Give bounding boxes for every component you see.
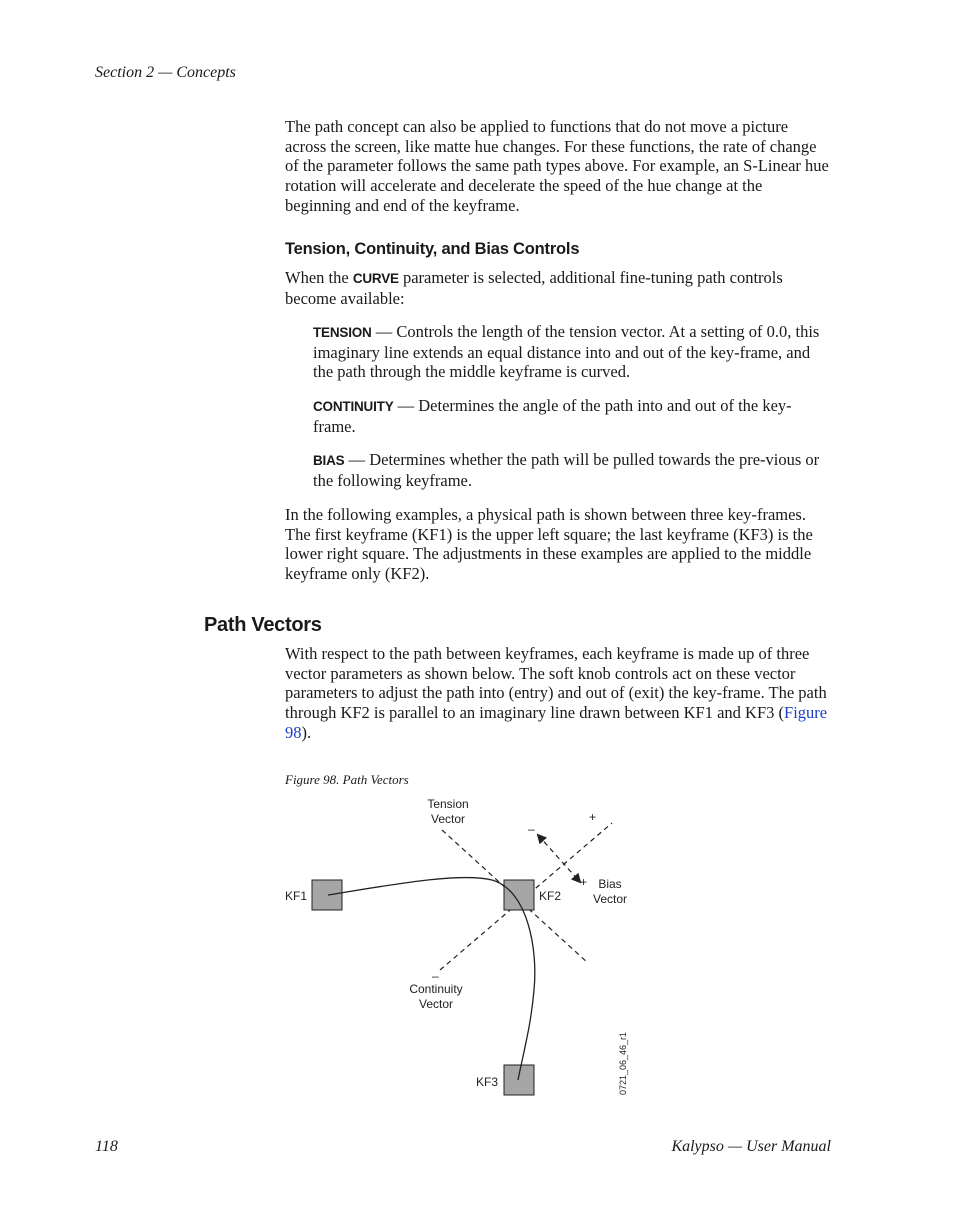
bias-keyword: BIAS [313,453,345,468]
figure-caption: Figure 98. Path Vectors [285,772,409,787]
tension-description: — Controls the length of the tension vector. At a setting of 0.0, this imaginary line extends an equal distance into and out of the key-frame, and the path through the middle keyframe is curved. [313,322,820,382]
path-vectors-heading: Path Vectors [204,614,322,636]
examples-paragraph: In the following examples, a physical path is shown between three key-frames. The first keyframe (KF1) is the upper left square; the last keyframe (KF3) is the lower right square. The adjustments in these examples are applied to the middle keyframe only (KF2). [285,505,813,584]
minus-continuity-sign: – [432,969,439,983]
intro-paragraph: The path concept can also be applied to functions that do not move a picture across the screen, like matte hue changes. For these functions, the rate of change of the parameter follows the same path types above. For example, an S-Linear hue rotation will accelerate and decelerate the speed of the hue change at the beginning and end of the keyframe. [285,117,829,215]
minus-top-sign: – [528,822,535,836]
path-vectors-paragraph [285,644,830,743]
tcb-heading: Tension, Continuity, and Bias Controls [285,240,580,258]
kf1-label: KF1 [285,889,308,903]
tension-item [313,322,833,382]
continuity-description: — Determines the angle of the path into and out of the key-frame. [313,396,792,436]
bias-label-line2: Vector [592,892,628,906]
plus-bias-sign: + [580,875,588,889]
curve-keyword: CURVE [352,271,399,286]
tension-label-line2: Vector [430,812,466,826]
bias-item [313,450,833,490]
plus-top-sign: + [589,810,597,824]
kf3-label: KF3 [476,1075,499,1089]
bias-vector-arrow [538,835,580,882]
lead-text-before: When the [285,268,353,287]
path-vectors-text-after: ). [301,722,312,742]
bias-description: — Determines whether the path will be pulled towards the pre-vious or the following keyframe. [313,450,820,490]
page-number: 118 [95,1138,118,1155]
kf1-square [312,880,342,910]
continuity-keyword: CONTINUITY [313,399,394,414]
tension-keyword: TENSION [313,325,372,340]
path-vectors-diagram [270,790,670,1110]
bias-label-line1: Bias [598,877,622,891]
tension-label-line1: Tension [427,797,469,811]
continuity-label-line1: Continuity [409,982,463,996]
path-vectors-text-before: With respect to the path between keyframes, each keyframe is made up of three vector parameters as shown below. The soft knob controls act on these vector parameters to adjust the path into (entry) and out of (exit) the key-frame. The path through KF2 is parallel to an imaginary line drawn between KF1 and KF3 ( [285,644,827,723]
figure-id-label: 0721_06_46_r1 [618,1031,628,1095]
running-header: Section 2 — Concepts [95,64,236,81]
lead-text-after: parameter is selected, additional fine-tuning path controls become available: [285,268,783,308]
kf2-square [504,880,534,910]
figure-98-link[interactable]: Figure 98 [285,703,828,742]
continuity-label-line2: Vector [418,997,454,1011]
tcb-lead-paragraph [285,268,830,308]
manual-title: Kalypso — User Manual [671,1138,831,1155]
continuity-item [313,396,833,436]
kf3-square [504,1065,534,1095]
kf2-label: KF2 [539,889,562,903]
